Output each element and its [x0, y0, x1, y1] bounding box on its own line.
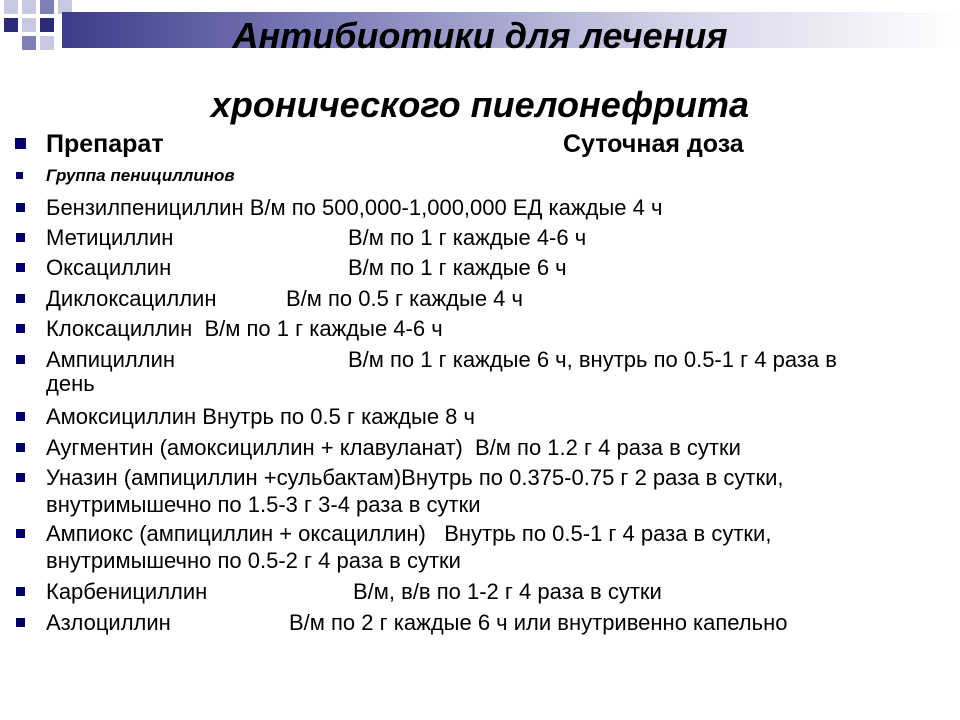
row-text-continuation: день [46, 371, 95, 396]
drug-name: Диклоксациллин [46, 286, 217, 311]
slide-title-line-1: Антибиотики для лечения [232, 15, 728, 56]
drug-dose: В/м, в/в по 1-2 г 4 раза в сутки [353, 579, 662, 604]
drug-name: Карбенициллин [46, 579, 208, 604]
bullet-square-icon [16, 294, 25, 303]
bullet-square-icon [16, 172, 23, 179]
bullet-square-icon [16, 412, 25, 421]
drug-name: Ампициллин [46, 347, 176, 372]
bullet-square-icon [16, 263, 25, 272]
bullet-square-icon [16, 618, 25, 627]
drug-dose: В/м по 1 г каждые 4-6 ч [348, 225, 587, 250]
drug-dose: В/м по 1 г каждые 6 ч, внутрь по 0.5-1 г 4 раза в [348, 347, 837, 372]
slide-title-line-2: хронического пиелонефрита [210, 84, 750, 125]
drug-name: Азлоциллин [46, 610, 171, 635]
header-drug: Препарат [46, 130, 164, 158]
bullet-square-icon [16, 473, 25, 482]
bullet-square-icon [16, 529, 25, 538]
bullet-square-icon [15, 138, 26, 149]
group-label: Группа пенициллинов [46, 166, 235, 185]
drug-dose: В/м по 0.5 г каждые 4 ч [286, 286, 523, 311]
drug-name: Оксациллин [46, 255, 172, 280]
bullet-square-icon [16, 443, 25, 452]
bullet-square-icon [16, 203, 25, 212]
row-text: Клоксациллин В/м по 1 г каждые 4-6 ч [46, 316, 443, 341]
bullet-square-icon [16, 355, 25, 364]
row-text: Ампиокс (ампициллин + оксациллин) Внутрь по 0.5-1 г 4 раза в сутки, [46, 521, 772, 546]
row-text: Бензилпенициллин В/м по 500,000-1,000,000 ЕД каждые 4 ч [46, 195, 663, 220]
row-text: Аугментин (амоксициллин + клавуланат) В/м по 1.2 г 4 раза в сутки [46, 435, 741, 460]
drug-name: Метициллин [46, 225, 174, 250]
row-text-continuation: внутримышечно по 0.5-2 г 4 раза в сутки [46, 548, 461, 573]
drug-dose: В/м по 1 г каждые 6 ч [348, 255, 567, 280]
bullet-square-icon [16, 233, 25, 242]
header-dose: Суточная доза [563, 130, 744, 158]
row-text: Амоксициллин Внутрь по 0.5 г каждые 8 ч [46, 404, 475, 429]
bullet-square-icon [16, 587, 25, 596]
bullet-square-icon [16, 324, 25, 333]
row-text: Уназин (ампициллин +сульбактам)Внутрь по 0.375-0.75 г 2 раза в сутки, [46, 465, 784, 490]
row-text-continuation: внутримышечно по 1.5-3 г 3-4 раза в сутки [46, 492, 481, 517]
drug-dose: В/м по 2 г каждые 6 ч или внутривенно капельно [289, 610, 788, 635]
